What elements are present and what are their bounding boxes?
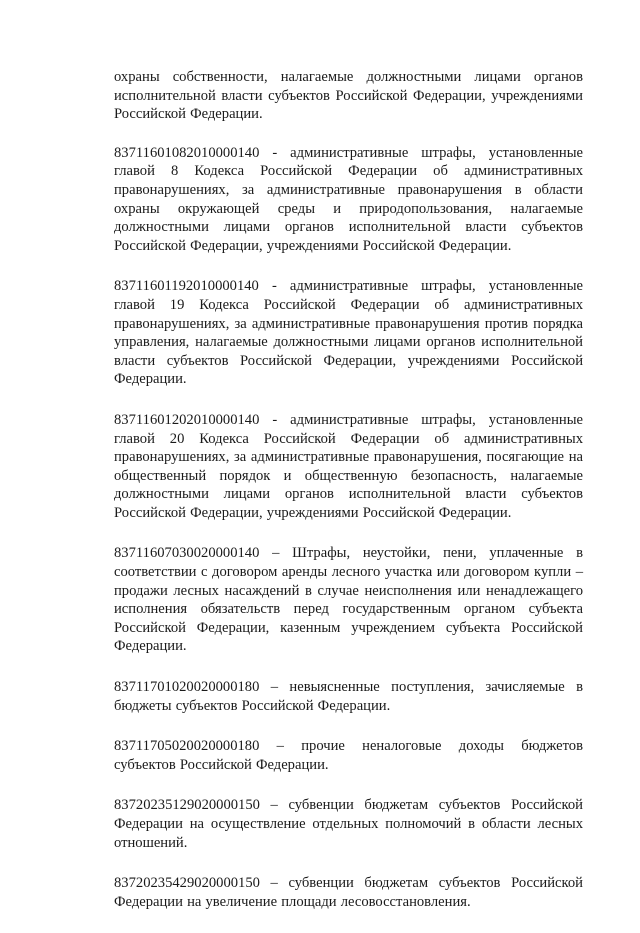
paragraph-code-83711601202010000140: 83711601202010000140 - административные штрафы, установленные главой 20 Кодекса Российской Федерации об административных правонарушениях, за административные правонарушения, посягающие на общественный порядок и общественную безопасность, налагаемые должностными лицами органов исполнительной власти субъектов Российской Федерации, учреждениями Российской Федерации. (114, 411, 583, 521)
paragraph-code-83720235429020000150: 83720235429020000150 – субвенции бюджетам субъектов Российской Федерации на увеличение площади лесовосстановления. (114, 875, 583, 910)
paragraph-code-83711601192010000140: 83711601192010000140 - административные штрафы, установленные главой 19 Кодекса Российской Федерации об административных правонарушениях, за административные правонарушения против порядка управления, налагаемые должностными лицами органов исполнительной власти субъектов Российской Федерации, учреждениями Российской Федерации. (114, 278, 583, 388)
document-page (114, 68, 583, 933)
paragraph-code-83720235129020000150: 83720235129020000150 – субвенции бюджетам субъектов Российской Федерации на осуществление отдельных полномочий в области лесных отношений. (114, 797, 583, 851)
paragraph-code-83711701020020000180: 83711701020020000180 – невыясненные поступления, зачисляемые в бюджеты субъектов Российской Федерации. (114, 679, 583, 714)
paragraph-code-83711601082010000140: 83711601082010000140 - административные штрафы, установленные главой 8 Кодекса Российской Федерации об административных правонарушениях, за административные правонарушения в области охраны окружающей среды и природопользования, налагаемые должностными лицами органов исполнительной власти субъектов Российской Федерации, учреждениями Российской Федерации. (114, 144, 583, 254)
paragraph-continuation: охраны собственности, налагаемые должностными лицами органов исполнительной власти субъектов Российской Федерации, учреждениями Российской Федерации. (114, 69, 583, 123)
paragraph-code-83711607030020000140: 83711607030020000140 – Штрафы, неустойки, пени, уплаченные в соответствии с договором аренды лесного участка или договором купли – продажи лесных насаждений в случае неисполнения или ненадлежащего исполнения обязательств перед государственным органом субъекта Российской Федерации, казенным учреждением субъекта Российской Федерации. (114, 545, 583, 655)
paragraph-code-83711705020020000180: 83711705020020000180 – прочие неналоговые доходы бюджетов субъектов Российской Федерации. (114, 738, 583, 773)
